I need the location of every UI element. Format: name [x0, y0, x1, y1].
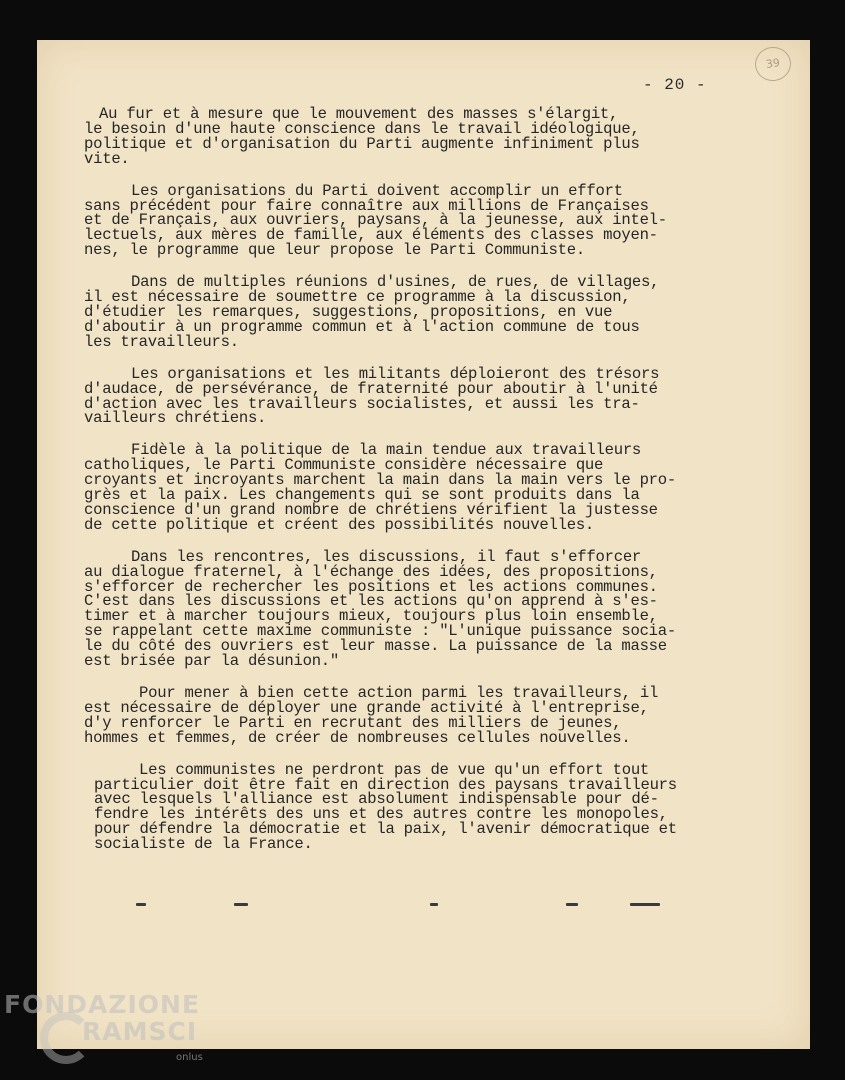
paragraph-1	[84, 107, 724, 167]
text-line: Les communistes ne perdront pas de vue qu'un effort tout	[139, 760, 650, 779]
text-line: les travailleurs.	[84, 332, 239, 351]
cropped-text-line	[130, 901, 690, 909]
text-line: timer et à marcher toujours mieux, toujours plus loin ensemble,	[84, 607, 658, 626]
paragraph-6	[84, 547, 724, 671]
text-line: socialiste de la France.	[94, 835, 313, 854]
text-line: croyants et incroyants marchent la main dans la main vers le pro-	[84, 471, 677, 490]
text-line: particulier doit être fait en direction des paysans travailleurs	[94, 775, 677, 794]
text-line: Fidèle à la politique de la main tendue aux travailleurs	[131, 441, 642, 460]
text-line: vailleurs chrétiens.	[84, 409, 267, 428]
text-line: fendre les intérêts des uns et des autres contre les monopoles,	[94, 805, 668, 824]
paragraph-4	[84, 364, 724, 428]
page-number: - 20 -	[643, 76, 707, 94]
text-line: lectuels, aux mères de famille, aux éléments des classes moyen-	[84, 226, 658, 245]
text-line: Les organisations et les militants déploieront des trésors	[131, 364, 660, 383]
text-line: de cette politique et créent des possibilités nouvelles.	[84, 515, 595, 534]
text-line: au dialogue fraternel, à l'échange des idées, des propositions,	[84, 562, 658, 581]
text-line: Les organisations du Parti doivent accomplir un effort	[131, 181, 623, 200]
text-line: d'aboutir à un programme commun et à l'action commune de tous	[84, 317, 640, 336]
text-line: Dans de multiples réunions d'usines, de rues, de villages,	[131, 273, 660, 292]
text-line: politique et d'organisation du Parti augmente infiniment plus	[84, 134, 640, 153]
text-line: se rappelant cette maxime communiste : "L'unique puissance socia-	[84, 622, 677, 641]
cropped-glyph	[136, 903, 146, 906]
text-line: le du côté des ouvriers est leur masse. La puissance de la masse	[84, 637, 667, 656]
cropped-glyph	[234, 903, 248, 906]
watermark-line-2: RAMSCI	[82, 1017, 198, 1046]
text-line: C'est dans les discussions et les actions qu'on apprend à s'es-	[84, 592, 658, 611]
text-line: vite.	[84, 149, 130, 168]
paragraph-3	[84, 275, 724, 350]
text-line: nes, le programme que leur propose le Parti Communiste.	[84, 241, 585, 260]
text-line: sans précédent pour faire connaître aux millions de Françaises	[84, 196, 649, 215]
text-line: Au fur et à mesure que le mouvement des masses s'élargit,	[99, 105, 619, 123]
text-line: d'action avec les travailleurs socialistes, et aussi les tra-	[84, 394, 640, 413]
text-line: Pour mener à bien cette action parmi les travailleurs, il	[139, 684, 659, 702]
text-line: et de Français, aux ouvriers, paysans, à la jeunesse, aux intel-	[84, 211, 667, 230]
text-line: hommes et femmes, de créer de nombreuses cellules nouvelles.	[84, 728, 631, 747]
text-line: d'y renforcer le Parti en recrutant des milliers de jeunes,	[84, 713, 622, 732]
watermark-line-1: FONDAZIONE	[4, 990, 201, 1019]
paragraph-2	[84, 181, 724, 260]
cropped-glyph	[630, 903, 660, 906]
fondazione-gramsci-watermark	[4, 990, 224, 1070]
paragraph-5	[84, 443, 724, 532]
archive-stamp: 39	[753, 45, 793, 84]
watermark-sub: onlus	[176, 1052, 203, 1063]
text-line: s'efforcer de rechercher les positions et les actions communes.	[84, 577, 658, 596]
text-line: il est nécessaire de soumettre ce programme à la discussion,	[84, 288, 631, 307]
text-line: est nécessaire de déployer une grande activité à l'entreprise,	[84, 698, 649, 717]
paragraph-7	[84, 686, 724, 746]
text-line: pour défendre la démocratie et la paix, l'avenir démocratique et	[94, 820, 677, 839]
cropped-glyph	[566, 903, 578, 906]
text-line: Dans les rencontres, les discussions, il faut s'efforcer	[131, 547, 642, 566]
paragraph-8	[94, 760, 724, 854]
text-line: avec lesquels l'alliance est absolument indispensable pour dé-	[94, 790, 659, 809]
document-body	[84, 107, 724, 869]
text-line: d'étudier les remarques, suggestions, propositions, en vue	[84, 302, 613, 321]
text-line: grès et la paix. Les changements qui se sont produits dans la	[84, 486, 640, 505]
text-line: catholiques, le Parti Communiste considère nécessaire que	[84, 456, 604, 475]
text-line: est brisée par la désunion."	[84, 652, 340, 671]
text-line: d'audace, de persévérance, de fraternité pour aboutir à l'unité	[84, 379, 658, 398]
text-line: conscience d'un grand nombre de chrétiens vérifient la justesse	[84, 500, 658, 519]
cropped-glyph	[430, 903, 438, 906]
text-line: le besoin d'une haute conscience dans le travail idéologique,	[84, 119, 640, 138]
